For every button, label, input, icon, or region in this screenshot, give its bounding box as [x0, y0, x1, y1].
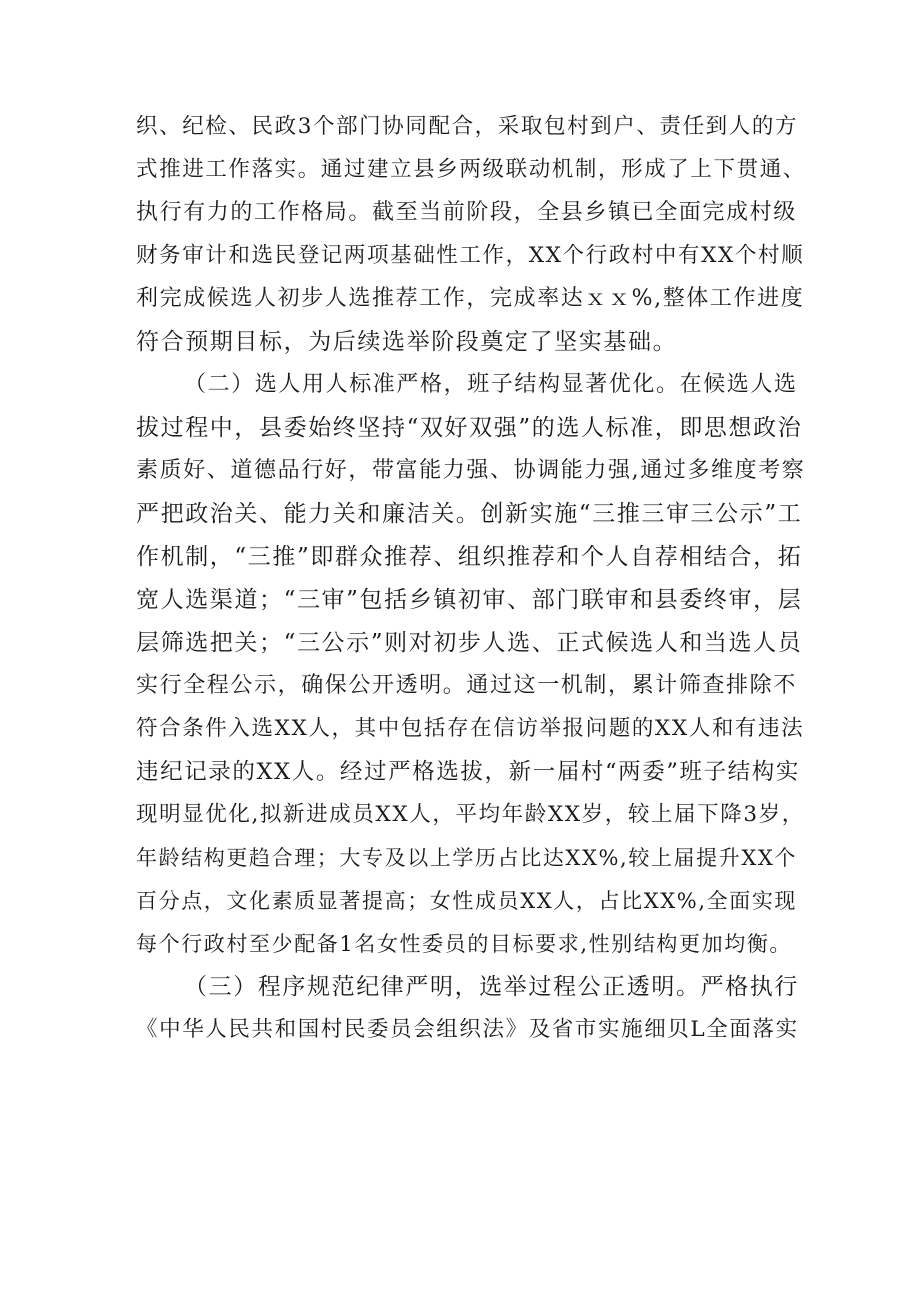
paragraph-line: 素质好、道德品行好，带富能力强、协调能力强,通过多维度考察	[136, 458, 806, 483]
paragraph-line: 百分点，文化素质显著提高；女性成员XX人，占比XX%,全面实现	[136, 889, 798, 913]
paragraph-line: 符合条件入选XX人，其中包括存在信访举报问题的XX人和有违法	[136, 716, 805, 741]
paragraph-line: 拔过程中，县委始终坚持“双好双强”的选人标准，即思想政治	[136, 415, 803, 441]
paragraph-line: 利完成候选人初步人选推荐工作，完成率达ｘｘ%,整体工作进度	[136, 286, 805, 311]
paragraph-line: 实行全程公示，确保公开透明。通过这一机制，累计筛查排除不	[136, 673, 797, 698]
paragraph-line: 违纪记录的XX人。经过严格选拔，新一届村“两委”班子结构实	[136, 759, 800, 785]
paragraph-line: 织、纪检、民政3个部门协同配合，采取包村到户、责任到人的方	[136, 114, 799, 139]
paragraph-line: 每个行政村至少配备1名女性委员的目标要求,性别结构更加均衡。	[136, 932, 793, 956]
section-heading-line: （三）程序规范纪律严明，选举过程公正透明。严格执行	[184, 974, 799, 1000]
paragraph-line: 符合预期目标，为后续选举阶段奠定了坚实基础。	[136, 329, 678, 355]
paragraph-line: 现明显优化,拟新进成员XX人，平均年龄XX岁，较上届下降3岁，	[136, 802, 805, 827]
paragraph-line: 层筛选把关；“三公示”则对初步人选、正式候选人和当选人员	[136, 630, 803, 656]
paragraph-line: 《中华人民共和国村民委员会组织法》及省市实施细贝L全面落实	[136, 1017, 799, 1042]
section-heading-line: （二）选人用人标准严格，班子结构显著优化。在候选人选	[184, 372, 798, 397]
paragraph-line: 严把政治关、能力关和廉洁关。创新实施“三推三审三公示”工	[136, 501, 803, 527]
paragraph-line: 执行有力的工作格局。截至当前阶段，全县乡镇已全面完成村级	[136, 200, 797, 225]
paragraph-line: 作机制，“三推”即群众推荐、组织推荐和个人自荐相结合，拓	[136, 544, 803, 570]
paragraph-line: 财务审计和选民登记两项基础性工作，XX个行政村中有XX个村顺	[136, 243, 805, 268]
paragraph-line: 宽人选渠道；“三审”包括乡镇初审、部门联审和县委终审，层	[136, 587, 803, 613]
paragraph-line: 年龄结构更趋合理；大专及以上学历占比达XX%,较上届提升XX个	[136, 846, 798, 870]
paragraph-line: 式推进工作落实。通过建立县乡两级联动机制，形成了上下贯通、	[136, 157, 806, 182]
